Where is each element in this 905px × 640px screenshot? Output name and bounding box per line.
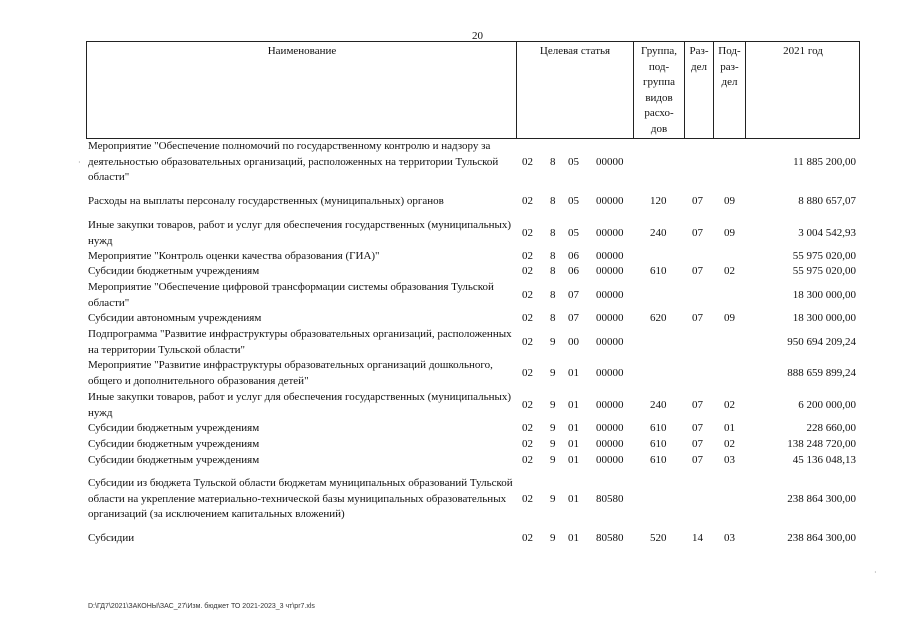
- row-name: Мероприятие "Обеспечение цифровой трансформации системы образования Тульской области": [88, 281, 494, 309]
- target-3: 05: [568, 227, 579, 239]
- target-2: 9: [550, 532, 556, 544]
- group-code: 620: [650, 312, 667, 324]
- table-row: [88, 327, 860, 358]
- target-4: 80580: [596, 493, 624, 505]
- target-2: 8: [550, 289, 556, 301]
- subsection-code: 02: [724, 438, 735, 450]
- table-row: [88, 264, 860, 280]
- group-code: 610: [650, 265, 667, 277]
- scan-speck: ·: [874, 568, 877, 577]
- target-2: 9: [550, 422, 556, 434]
- table-row: [88, 218, 860, 249]
- target-1: 02: [522, 156, 533, 168]
- target-1: 02: [522, 336, 533, 348]
- row-name: Мероприятие "Обеспечение полномочий по государственному контролю и надзору за деятельностью образовательных организаций, расположенных на территории Тульской области": [88, 140, 499, 183]
- table-row: [88, 476, 860, 524]
- target-3: 01: [568, 532, 579, 544]
- header-target: Целевая статья: [539, 45, 611, 57]
- row-name: Субсидии: [88, 532, 135, 544]
- target-2: 9: [550, 438, 556, 450]
- amount: 888 659 899,24: [787, 367, 856, 379]
- section-code: 07: [692, 195, 703, 207]
- amount: 8 880 657,07: [798, 195, 856, 207]
- amount: 950 694 209,24: [787, 336, 856, 348]
- page-number: 20: [472, 30, 483, 42]
- subsection-code: 03: [724, 532, 735, 544]
- target-4: 00000: [596, 454, 624, 466]
- section-code: 07: [692, 438, 703, 450]
- target-1: 02: [522, 422, 533, 434]
- target-3: 00: [568, 336, 579, 348]
- target-1: 02: [522, 250, 533, 262]
- row-name: Субсидии бюджетным учреждениям: [88, 454, 260, 466]
- target-2: 8: [550, 250, 556, 262]
- section-code: 07: [692, 312, 703, 324]
- header-section: Раз- дел: [689, 45, 709, 73]
- header-group: Группа, под- группа видов расхо- дов: [641, 45, 677, 135]
- group-code: 120: [650, 195, 667, 207]
- amount: 55 975 020,00: [792, 250, 856, 262]
- target-1: 02: [522, 454, 533, 466]
- section-code: 07: [692, 227, 703, 239]
- section-code: 07: [692, 454, 703, 466]
- target-4: 00000: [596, 367, 624, 379]
- target-3: 01: [568, 399, 579, 411]
- section-code: 07: [692, 422, 703, 434]
- target-1: 02: [522, 289, 533, 301]
- subsection-code: 09: [724, 227, 735, 239]
- target-4: 00000: [596, 336, 624, 348]
- table-row: [88, 194, 860, 214]
- target-3: 01: [568, 422, 579, 434]
- target-3: 07: [568, 289, 579, 301]
- target-3: 01: [568, 438, 579, 450]
- group-code: 610: [650, 422, 667, 434]
- subsection-code: 02: [724, 399, 735, 411]
- table-row: [88, 531, 860, 547]
- target-3: 07: [568, 312, 579, 324]
- amount: 11 885 200,00: [793, 156, 856, 168]
- target-1: 02: [522, 227, 533, 239]
- target-4: 00000: [596, 289, 624, 301]
- target-3: 01: [568, 493, 579, 505]
- group-code: 240: [650, 399, 667, 411]
- subsection-code: 03: [724, 454, 735, 466]
- group-code: 520: [650, 532, 667, 544]
- target-4: 00000: [596, 250, 624, 262]
- amount: 138 248 720,00: [787, 438, 856, 450]
- section-code: 07: [692, 399, 703, 411]
- target-2: 8: [550, 156, 556, 168]
- target-4: 80580: [596, 532, 624, 544]
- header-year: 2021 год: [783, 45, 823, 57]
- header-name: Наименование: [267, 45, 337, 57]
- target-1: 02: [522, 493, 533, 505]
- target-4: 00000: [596, 422, 624, 434]
- amount: 18 300 000,00: [792, 312, 856, 324]
- target-3: 01: [568, 454, 579, 466]
- row-name: Субсидии бюджетным учреждениям: [88, 422, 260, 434]
- table-row: [88, 390, 860, 421]
- target-2: 9: [550, 399, 556, 411]
- target-3: 05: [568, 195, 579, 207]
- row-name: Иные закупки товаров, работ и услуг для обеспечения государственных (муниципальных) нужд: [88, 219, 512, 247]
- target-2: 9: [550, 454, 556, 466]
- target-2: 8: [550, 195, 556, 207]
- row-name: Расходы на выплаты персоналу государственных (муниципальных) органов: [88, 195, 444, 207]
- table-row: [88, 280, 860, 311]
- target-4: 00000: [596, 156, 624, 168]
- target-3: 06: [568, 250, 579, 262]
- target-1: 02: [522, 532, 533, 544]
- group-code: 610: [650, 454, 667, 466]
- table-row: [88, 437, 860, 453]
- subsection-code: 09: [724, 195, 735, 207]
- subsection-code: 01: [724, 422, 735, 434]
- row-name: Мероприятие "Контроль оценки качества образования (ГИА)": [88, 250, 380, 262]
- target-2: 8: [550, 265, 556, 277]
- table-row: [88, 358, 860, 389]
- row-name: Подпрограмма "Развитие инфраструктуры образовательных организаций, расположенных на территории Тульской области": [88, 328, 512, 356]
- group-code: 240: [650, 227, 667, 239]
- target-1: 02: [522, 399, 533, 411]
- amount: 45 136 048,13: [792, 454, 856, 466]
- target-4: 00000: [596, 438, 624, 450]
- section-code: 14: [692, 532, 703, 544]
- amount: 55 975 020,00: [792, 265, 856, 277]
- table-row: [88, 453, 860, 469]
- row-name: Субсидии бюджетным учреждениям: [88, 265, 260, 277]
- target-2: 9: [550, 493, 556, 505]
- subsection-code: 09: [724, 312, 735, 324]
- target-2: 9: [550, 367, 556, 379]
- amount: 238 864 300,00: [787, 493, 856, 505]
- section-code: 07: [692, 265, 703, 277]
- target-1: 02: [522, 265, 533, 277]
- row-name: Мероприятие "Развитие инфраструктуры образовательных организаций дошкольного, общего и дополнительного образования детей": [88, 359, 493, 387]
- target-3: 05: [568, 156, 579, 168]
- amount: 238 864 300,00: [787, 532, 856, 544]
- target-1: 02: [522, 195, 533, 207]
- target-4: 00000: [596, 312, 624, 324]
- row-name: Иные закупки товаров, работ и услуг для обеспечения государственных (муниципальных) нужд: [88, 391, 512, 419]
- subsection-code: 02: [724, 265, 735, 277]
- amount: 18 300 000,00: [792, 289, 856, 301]
- target-4: 00000: [596, 399, 624, 411]
- target-1: 02: [522, 367, 533, 379]
- target-4: 00000: [596, 227, 624, 239]
- target-1: 02: [522, 312, 533, 324]
- target-3: 06: [568, 265, 579, 277]
- amount: 228 660,00: [806, 422, 856, 434]
- file-path-footer: D:\ГД7\2021\ЗАКОНЫ\ЗАС_27\Изм. бюджет ТО 2021-2023_3 чт\pr7.xls: [88, 603, 315, 610]
- table-row: [88, 311, 860, 327]
- target-2: 9: [550, 336, 556, 348]
- header-subsection: Под- раз- дел: [718, 45, 741, 88]
- table-row: [88, 139, 860, 185]
- amount: 3 004 542,93: [798, 227, 856, 239]
- row-name: Субсидии из бюджета Тульской области бюджетам муниципальных образований Тульской области на укрепление материально-технической базы муниципальных образовательных организаций (за исключением капитальных вложений): [88, 477, 513, 520]
- target-2: 8: [550, 227, 556, 239]
- table-row: [88, 249, 860, 265]
- target-1: 02: [522, 438, 533, 450]
- row-name: Субсидии бюджетным учреждениям: [88, 438, 260, 450]
- target-2: 8: [550, 312, 556, 324]
- target-3: 01: [568, 367, 579, 379]
- table-row: [88, 421, 860, 437]
- target-4: 00000: [596, 265, 624, 277]
- group-code: 610: [650, 438, 667, 450]
- amount: 6 200 000,00: [798, 399, 856, 411]
- target-4: 00000: [596, 195, 624, 207]
- scan-speck: ·: [78, 158, 81, 167]
- row-name: Субсидии автономным учреждениям: [88, 312, 262, 324]
